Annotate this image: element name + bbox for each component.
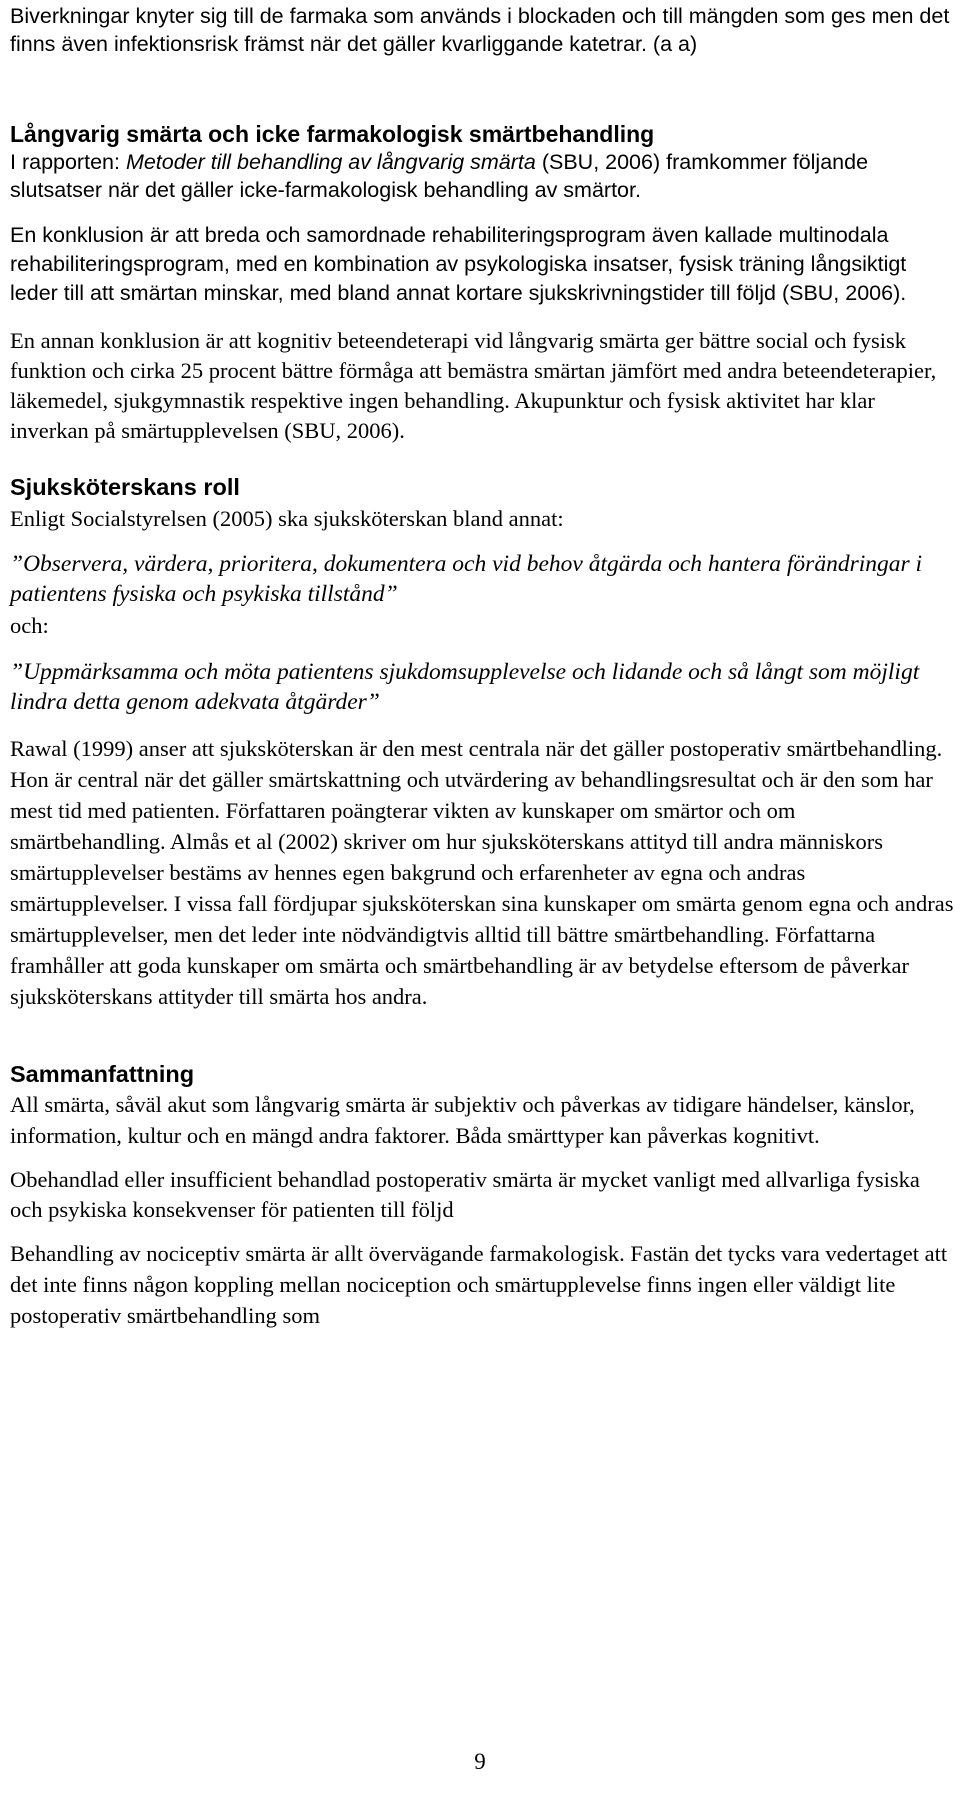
heading-summary: Sammanfattning	[10, 1061, 195, 1087]
conclusion-paragraph-1: En konklusion är att breda och samordnade rehabiliteringsprogram även kallade multinodala rehabiliteringsprogram, med en kombination av psykologiska insatser, fysisk träning långsiktigt leder till att smärtan minskar, med bland annat kortare sjukskrivningstider till följd (SBU, 2006).	[10, 223, 907, 305]
quote-observe: ”Observera, värdera, prioritera, dokumentera och vid behov åtgärda och hantera förändringar i patientens fysiska och psykiska tillstånd”	[10, 551, 923, 607]
connector-och: och:	[10, 613, 49, 638]
intro-paragraph: Biverkningar knyter sig till de farmaka som används i blockaden och till mängden som ges men det finns även infektionsrisk främst när det gäller kvarliggande katetrar. (a a)	[10, 4, 950, 56]
report-title: Metoder till behandling av långvarig smärta	[125, 150, 536, 174]
document-page	[10, 0, 955, 1331]
conclusion-paragraph-2: En annan konklusion är att kognitiv beteendeterapi vid långvarig smärta ger bättre social och fysisk funktion och cirka 25 procent bättre förmåga att bemästra smärtan jämfört med andra beteendeterapier, läkemedel, sjukgymnastik respektive ingen behandling. Akupunktur och fysisk aktivitet har klar inverkan på smärtupplevelsen (SBU, 2006).	[10, 328, 937, 443]
summary-paragraph-2: Obehandlad eller insufficient behandlad postoperativ smärta är mycket vanligt med allvarliga fysiska och psykiska konsekvenser för patienten till följd	[10, 1167, 920, 1222]
report-intro-after: (SBU, 2006) framkommer följande slutsatser när det gäller icke-farmakologisk behandling av smärtor.	[10, 150, 869, 202]
heading-long-term-pain: Långvarig smärta och icke farmakologisk smärtbehandling	[10, 121, 655, 147]
quote-attention: ”Uppmärksamma och möta patientens sjukdomsupplevelse och lidande och så långt som möjligt lindra detta genom adekvata åtgärder”	[10, 659, 920, 715]
page-number: 9	[474, 1749, 486, 1774]
report-intro-before: I rapporten:	[10, 150, 126, 174]
socialstyrelsen-intro: Enligt Socialstyrelsen (2005) ska sjuksköterskan bland annat:	[10, 506, 564, 531]
nurse-role-body: Rawal (1999) anser att sjuksköterskan är den mest centrala när det gäller postoperativ smärtbehandling. Hon är central när det gäller smärtskattning och utvärdering av behandlingsresultat och är den som har mest tid med patienten. Författaren poängterar vikten av kunskaper om smärtor och om smärtbehandling. Almås et al (2002) skriver om hur sjuksköterskans attityd till andra människors smärtupplevelser bestäms av hennes egen bakgrund och erfarenheter av egna och andras smärtupplevelser. I vissa fall fördjupar sjuksköterskan sina kunskaper om smärta genom egna och andras smärtupplevelser, men det leder inte nödvändigtvis alltid till bättre smärtbehandling. Författarna framhåller att goda kunskaper om smärta och smärtbehandling är av betydelse eftersom de påverkar sjuksköterskans attityder till smärta hos andra.	[10, 736, 954, 1009]
summary-paragraph-1: All smärta, såväl akut som långvarig smärta är subjektiv och påverkas av tidigare händelser, känslor, information, kultur och en mängd andra faktorer. Båda smärttyper kan påverkas kognitivt.	[10, 1092, 915, 1148]
heading-nurse-role: Sjuksköterskans roll	[10, 474, 240, 500]
report-intro-paragraph	[10, 148, 955, 204]
summary-paragraph-3: Behandling av nociceptiv smärta är allt övervägande farmakologisk. Fastän det tycks vara vedertaget att det inte finns någon koppling mellan nociception och smärtupplevelse finns ingen eller väldigt lite postoperativ smärtbehandling som	[10, 1241, 948, 1328]
